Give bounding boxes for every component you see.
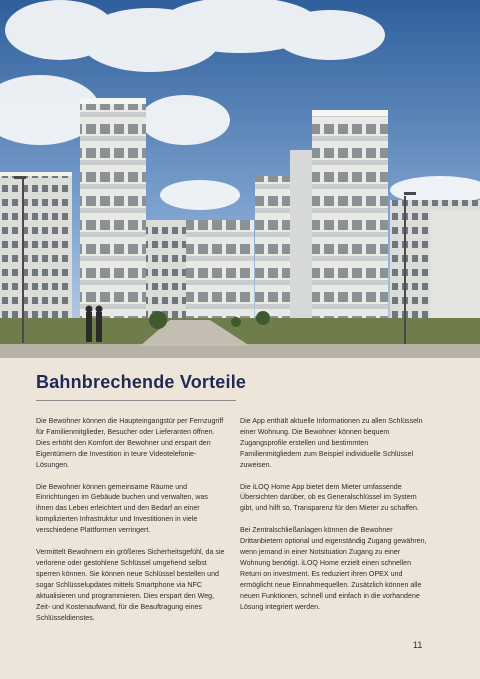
page-number: 11 <box>413 640 423 650</box>
paragraph: Bei Zentralschließanlagen können die Bewohner Drittanbietern optional und eigenständig Zugang gewähren, wenn jemand in einer Notsituation Zugang zu einer Wohnung benötigt. iLOQ Home erzielt einen schnellen Return on investment. Es reduziert ihren OPEX und ermöglicht neue Einnahmequellen. Zusätzlich können alle neuen Funktionen, schnell und einfach in die vorhandene Lösung integriert werden. <box>240 526 427 611</box>
section-heading: Bahnbrechende Vorteile <box>36 372 247 392</box>
heading-divider <box>36 400 236 401</box>
right-text-column <box>240 416 430 624</box>
paragraph: Die App enthält aktuelle Informationen zu allen Schlüsseln einer Wohnung. Die Bewohner können bequem Zugangsprofile erstellen und bestimmten Familienmitgliedern zum Beispiel individuelle Schlüssel zuweisen. <box>240 417 423 469</box>
content-section <box>0 358 480 679</box>
paragraph: Die iLOQ Home App bietet dem Mieter umfassende Übersichten darüber, ob es Generalschlüssel im System gibt, und hilft so, Transparenz für den Mieter zu schaffen. <box>240 482 419 513</box>
left-text-column <box>36 416 226 634</box>
paragraph: Die Bewohner können die Haupteingangstür per Fernzugriff für Familienmitglieder, Besucher oder Lieferanten öffnen. Dies erhöht den Komfort der Bewohner und erspart den Eigentümern die Investition in teure Videotelefonie-Lösungen. <box>36 417 224 469</box>
paragraph: Die Bewohner können gemeinsame Räume und Einrichtungen im Gebäude buchen und verwalten, was ihnen das Leben erleichtert und den Bedarf an einer komplizierten Infrastruktur und Investitionen in viele verschiedene Plattformen verringert. <box>36 482 208 535</box>
paragraph: Vermittelt Bewohnern ein größeres Sicherheitsgefühl, da sie verlorene oder gestohlene Schlüssel umgehend selbst sperren können. Sie können neue Schlüssel bestellen und sogar Schlüsselupdates mittels Smartphone via NFC aktualisieren und programmieren. Dies erspart den Weg, Zeit- und Kostenaufwand, für die Beauftragung eines Schlüsseldienstes. <box>36 548 225 622</box>
